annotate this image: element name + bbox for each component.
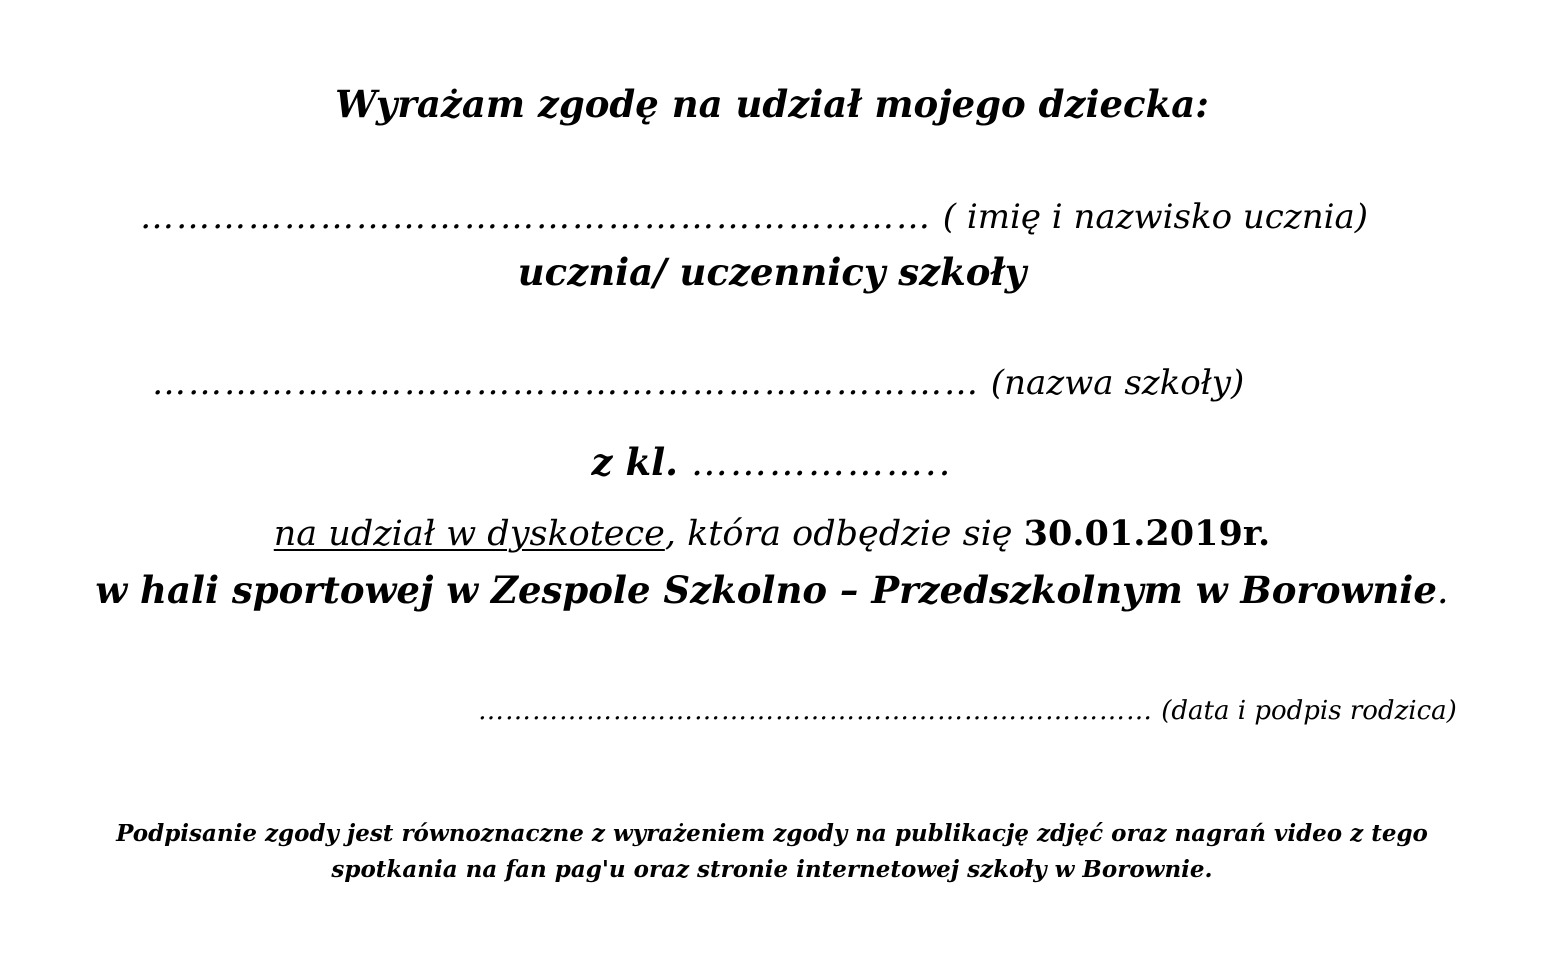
- event-middle-text: , która odbędzie się: [664, 514, 1024, 554]
- parent-signature-row: [478, 698, 1457, 724]
- signature-blank: …………………………………………………………………: [478, 696, 1153, 726]
- venue-end: .: [1436, 569, 1449, 612]
- student-name-blank: …………………………………………………………: [140, 197, 932, 237]
- class-label: z kl.: [591, 440, 691, 484]
- event-row: [0, 513, 1544, 554]
- publication-consent-note: [80, 816, 1464, 888]
- signature-label: (data i podpis rodzica): [1153, 696, 1457, 726]
- note-line-2: spotkania na fan pag'u oraz stronie internetowej szkoły w Borownie.: [331, 856, 1213, 883]
- student-name-label: ( imię i nazwisko ucznia): [932, 197, 1369, 237]
- school-name-label: (nazwa szkoły): [980, 363, 1245, 403]
- venue-row: [0, 568, 1544, 612]
- school-name-row: [152, 363, 1245, 403]
- note-line-1: Podpisanie zgody jest równoznaczne z wyrażeniem zgody na publikację zdjęć oraz nagrań video z tego: [116, 820, 1428, 847]
- school-name-blank: ……………………………………………………………: [152, 363, 980, 403]
- class-blank: ………………..: [690, 441, 953, 484]
- student-name-row: [140, 197, 1369, 237]
- form-heading: Wyrażam zgodę na udział mojego dziecka:: [335, 82, 1209, 126]
- school-type-label: ucznia/ uczennicy szkoły: [517, 250, 1027, 294]
- venue-text: w hali sportowej w Zespole Szkolno – Przedszkolnym w Borownie: [95, 568, 1437, 612]
- event-date: 30.01.2019r.: [1023, 513, 1271, 554]
- class-row: [0, 440, 1544, 484]
- event-underlined-text: na udział w dyskotece: [273, 514, 665, 554]
